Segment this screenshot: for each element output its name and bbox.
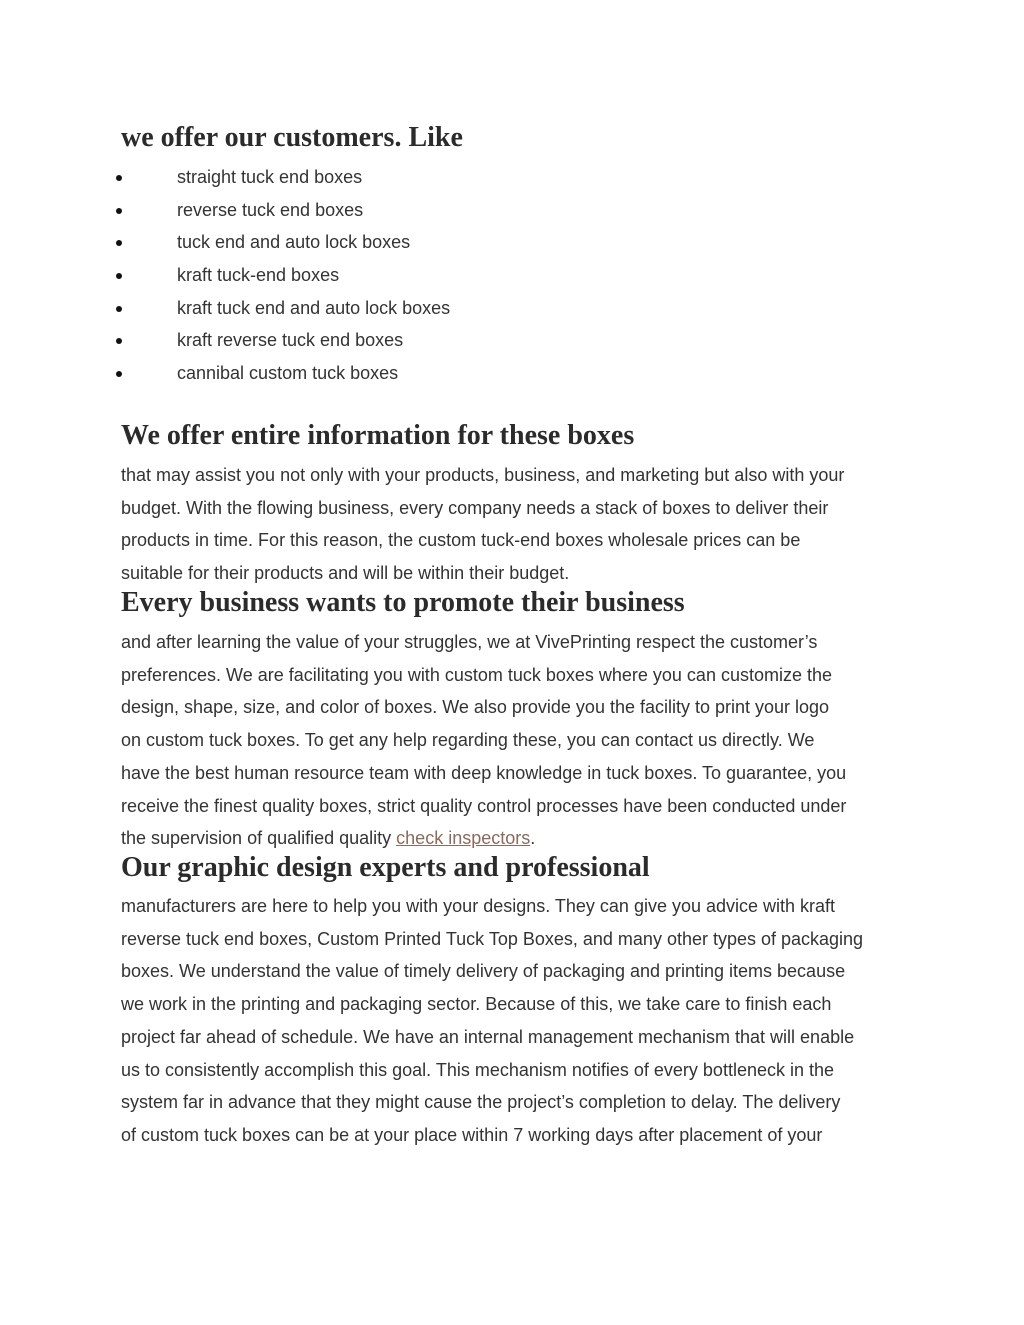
paragraph-line: project far ahead of schedule. We have an internal management mechanism that will enable	[121, 1026, 855, 1047]
paragraph-line: of custom tuck boxes can be at your place within 7 working days after placement of your	[121, 1124, 823, 1145]
paragraph-line: we work in the printing and packaging sector. Because of this, we take care to finish each	[121, 994, 832, 1015]
paragraph-line: budget. With the flowing business, every company needs a stack of boxes to deliver their	[121, 497, 829, 518]
paragraph-line: system far in advance that they might cause the project’s completion to delay. The delivery	[121, 1092, 841, 1113]
document-page: we offer our customers. Like straight tuck end boxes reverse tuck end boxes tuck end and auto lock boxes kraft tuck-end boxes kraft tuck end and auto lock boxes kraft reverse tuck end boxes cannibal custom tuck boxes We offer entire information for these boxes that may assist you not only with your products, business, and marketing but also with your budget. With the flowing business, every company needs a stack of boxes to deliver their products in time. For this reason, the custom tuck-end boxes wholesale prices can be suitable for their products and will be within their budget. Every business wants to promote their business and after learning the value of your struggles, we at VivePrinting respect the customer’s preferences. We are facilitating you with custom tuck boxes where you can customize the design, shape, size, and color of boxes. We also provide you the facility to print your logo on custom tuck boxes. To get any help regarding these, you can contact us directly. We have the best human resource team with deep knowledge in tuck boxes. To guarantee, you receive the finest quality boxes, strict quality control processes have been conducted under the supervision of qualified quality check inspectors. Our graphic design experts and professional manufacturers are here to help you with your designs. They can give you advice with kraft reverse tuck end boxes, Custom Printed Tuck Top Boxes, and many other types of packaging boxes. We understand the value of timely delivery of packaging and printing items because we work in the printing and packaging sector. Because of this, we take care to finish each project far ahead of schedule. We have an internal management mechanism that will enable us to consistently accomplish this goal. This mechanism notifies of every bottleneck in the system far in advance that they might cause the project’s completion to delay. The delivery of custom tuck boxes can be at your place within 7 working days after placement of your	[0, 0, 1024, 1325]
paragraph-customer-preferences	[121, 626, 921, 855]
paragraph-line: us to consistently accomplish this goal. This mechanism notifies of every bottleneck in the	[121, 1059, 835, 1080]
paragraph-line: reverse tuck end boxes, Custom Printed Tuck Top Boxes, and many other types of packaging	[121, 928, 864, 949]
heading-graphic-design-experts: Our graphic design experts and professional	[121, 852, 650, 883]
paragraph-line: preferences. We are facilitating you with custom tuck boxes where you can customize the	[121, 664, 833, 685]
paragraph-line: design, shape, size, and color of boxes. We also provide you the facility to print your logo	[121, 697, 830, 718]
paragraph-line: manufacturers are here to help you with your designs. They can give you advice with kraft	[121, 896, 836, 916]
paragraph-line: and after learning the value of your struggles, we at VivePrinting respect the customer’s	[121, 632, 818, 652]
bullet-icon	[116, 175, 122, 181]
paragraph-line: on custom tuck boxes. To get any help regarding these, you can contact us directly. We	[121, 730, 815, 751]
heading-promote-business: Every business wants to promote their business	[121, 587, 685, 618]
paragraph-text: .	[530, 828, 536, 849]
paragraph-line: products in time. For this reason, the custom tuck-end boxes wholesale prices can be	[121, 530, 801, 551]
bullet-icon	[116, 371, 122, 377]
paragraph-manufacturers	[121, 890, 921, 1152]
bullet-icon	[116, 240, 122, 246]
paragraph-line: boxes. We understand the value of timely delivery of packaging and printing items because	[121, 961, 846, 982]
bullet-icon	[116, 208, 122, 214]
paragraph-line: that may assist you not only with your products, business, and marketing but also with your	[121, 465, 845, 485]
paragraph-line: suitable for their products and will be within their budget.	[121, 563, 570, 584]
paragraph-line: have the best human resource team with deep knowledge in tuck boxes. To guarantee, you	[121, 762, 847, 783]
paragraph-text: the supervision of qualified quality	[121, 828, 397, 849]
paragraph-budget	[121, 459, 921, 590]
paragraph-line: receive the finest quality boxes, strict quality control processes have been conducted under	[121, 795, 847, 816]
heading-customers-like: we offer our customers. Like	[121, 122, 463, 153]
check-inspectors-link[interactable]: check inspectors	[396, 828, 531, 849]
heading-entire-information: We offer entire information for these boxes	[121, 420, 635, 451]
bullet-icon	[116, 273, 122, 279]
bullet-icon	[116, 306, 122, 312]
bullet-icon	[116, 338, 122, 344]
